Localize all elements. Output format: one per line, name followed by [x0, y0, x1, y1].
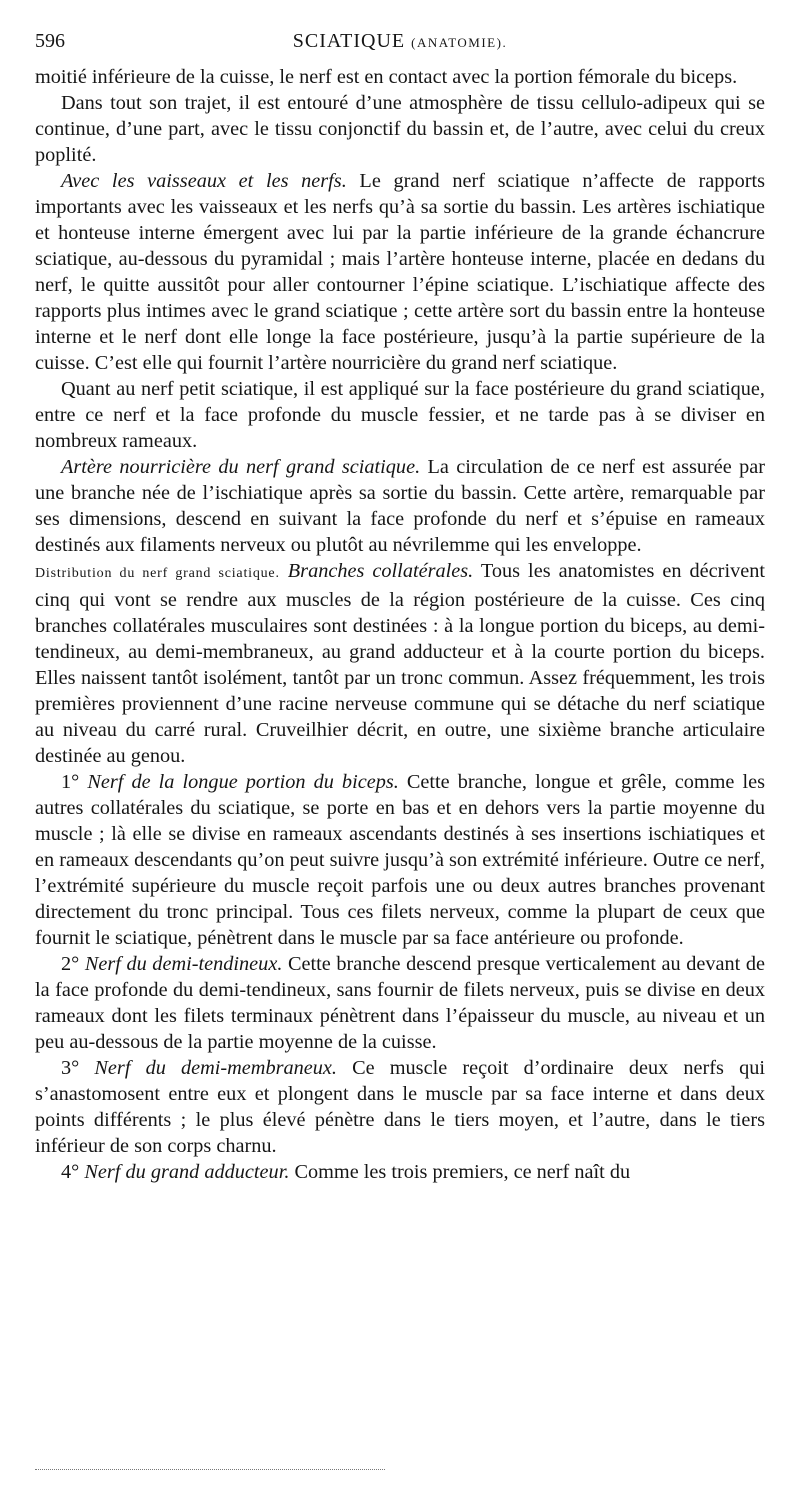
paragraph-distribution	[35, 558, 765, 769]
section-heading: Avec les vaisseaux et les nerfs.	[61, 170, 347, 192]
section-heading: Nerf du demi-membraneux.	[94, 1057, 337, 1079]
paragraph-continuation	[35, 64, 765, 90]
section-heading: Branches collatérales.	[287, 560, 474, 582]
running-title	[35, 30, 765, 53]
running-head	[35, 30, 765, 64]
paragraph-branch-3	[35, 1055, 765, 1159]
item-number: 2°	[61, 953, 80, 975]
body-text	[35, 64, 765, 1185]
running-title-main: SCIATIQUE	[292, 30, 406, 52]
book-page	[35, 30, 765, 1185]
section-heading: Nerf du demi-tendineux.	[84, 953, 283, 975]
paragraph-text: Le grand nerf sciatique n’affecte de rapports importants avec les vaisseaux et les nerfs qu’à sa sortie du bassin. Les artères ischiatique et honteuse interne émergent avec lui par la partie inférieure de la grande échancrure sciatique, au-dessous du pyramidal ; mais l’artère honteuse interne, placée en dedans du nerf, le quitte aussitôt pour aller contourner l’épine sciatique. L’ischiatique affecte des rapports plus intimes avec le grand sciatique ; cette artère sort du bassin entre la honteuse interne et le nerf dont elle longe la face postérieure, jusqu’à la partie supérieure de la cuisse. C’est elle qui fournit l’artère nourricière du grand nerf sciatique.	[35, 170, 765, 374]
item-number: 3°	[61, 1057, 80, 1079]
paragraph-text: Quant au nerf petit sciatique, il est appliqué sur la face postérieure du grand sciatique, entre ce nerf et la face profonde du muscle fessier, et ne tarde pas à se diviser en nombreux rameaux.	[35, 378, 765, 452]
page-number: 596	[35, 30, 65, 52]
paragraph-text: moitié inférieure de la cuisse, le nerf est en contact avec la portion fémorale du biceps.	[35, 66, 738, 88]
smallcaps-heading: Distribution du nerf grand sciatique.	[35, 566, 280, 581]
paragraph-tissue	[35, 90, 765, 168]
paragraph-branch-1	[35, 769, 765, 951]
running-title-section: (ANATOMIE).	[411, 35, 508, 50]
item-number: 1°	[61, 771, 80, 793]
paragraph-text: Tous les anatomistes en décrivent cinq qui vont se rendre aux muscles de la région postérieure de la cuisse. Ces cinq branches collatérales musculaires sont destinées : à la longue portion du biceps, au demi-tendineux, au demi-membraneux, au grand adducteur et à la courte portion du biceps. Elles naissent tantôt isolément, tantôt par un tronc commun. Assez fréquemment, les trois premières proviennent d’une racine nerveuse commune qui se détache du nerf sciatique au niveau du carré rural. Cruveilhier décrit, en outre, une sixième branche articulaire destinée au genou.	[35, 560, 765, 767]
paragraph-branch-2	[35, 951, 765, 1055]
item-number: 4°	[61, 1161, 80, 1183]
section-heading: Nerf du grand adducteur.	[84, 1161, 290, 1183]
paragraph-text: Cette branche, longue et grêle, comme les autres collatérales du sciatique, se porte en bas et en dehors vers la partie moyenne du muscle ; là elle se divise en rameaux ascendants destinés à ses insertions ischiatiques et en rameaux descendants qu’on peut suivre jusqu’à son extrémité inférieure. Outre ce nerf, l’extrémité supérieure du muscle reçoit parfois une ou deux autres branches provenant directement du tronc principal. Tous ces filets nerveux, comme la plupart de ceux que fournit le sciatique, pénètrent dans le muscle par sa face antérieure ou profonde.	[35, 771, 765, 949]
paragraph-vessels-nerves	[35, 168, 765, 376]
paragraph-small-sciatic	[35, 376, 765, 454]
paragraph-branch-4	[35, 1159, 765, 1185]
paragraph-text: Comme les trois premiers, ce nerf naît du	[289, 1161, 631, 1183]
section-heading: Artère nourricière du nerf grand sciatique.	[61, 456, 421, 478]
section-heading: Nerf de la longue portion du biceps.	[87, 771, 399, 793]
paragraph-nutrient-artery	[35, 454, 765, 558]
footer-rule	[35, 1469, 385, 1470]
paragraph-text: La circulation de ce nerf est assurée par une branche née de l’ischiatique après sa sortie du bassin. Cette artère, remarquable par ses dimensions, descend en suivant la face profonde du nerf et s’épuise en rameaux destinés aux filaments nerveux ou plutôt au névrilemme qui les enveloppe.	[35, 456, 765, 556]
paragraph-text: Dans tout son trajet, il est entouré d’une atmosphère de tissu cellulo-adipeux qui se continue, d’une part, avec le tissu conjonctif du bassin et, de l’autre, avec celui du creux poplité.	[35, 92, 765, 166]
paragraph-text: Ce muscle reçoit d’ordinaire deux nerfs qui s’anastomosent entre eux et plongent dans le muscle par sa face interne et dans deux points différents ; le plus élevé pénètre dans le tiers moyen, et l’autre, dans le tiers inférieur de son corps charnu.	[35, 1057, 765, 1157]
paragraph-text: Cette branche descend presque verticalement au devant de la face profonde du demi-tendineux, sans fournir de filets nerveux, puis se divise en deux rameaux dont les filets terminaux pénètrent dans l’épaisseur du muscle, au niveau et un peu au-dessous de la partie moyenne de la cuisse.	[35, 953, 766, 1053]
